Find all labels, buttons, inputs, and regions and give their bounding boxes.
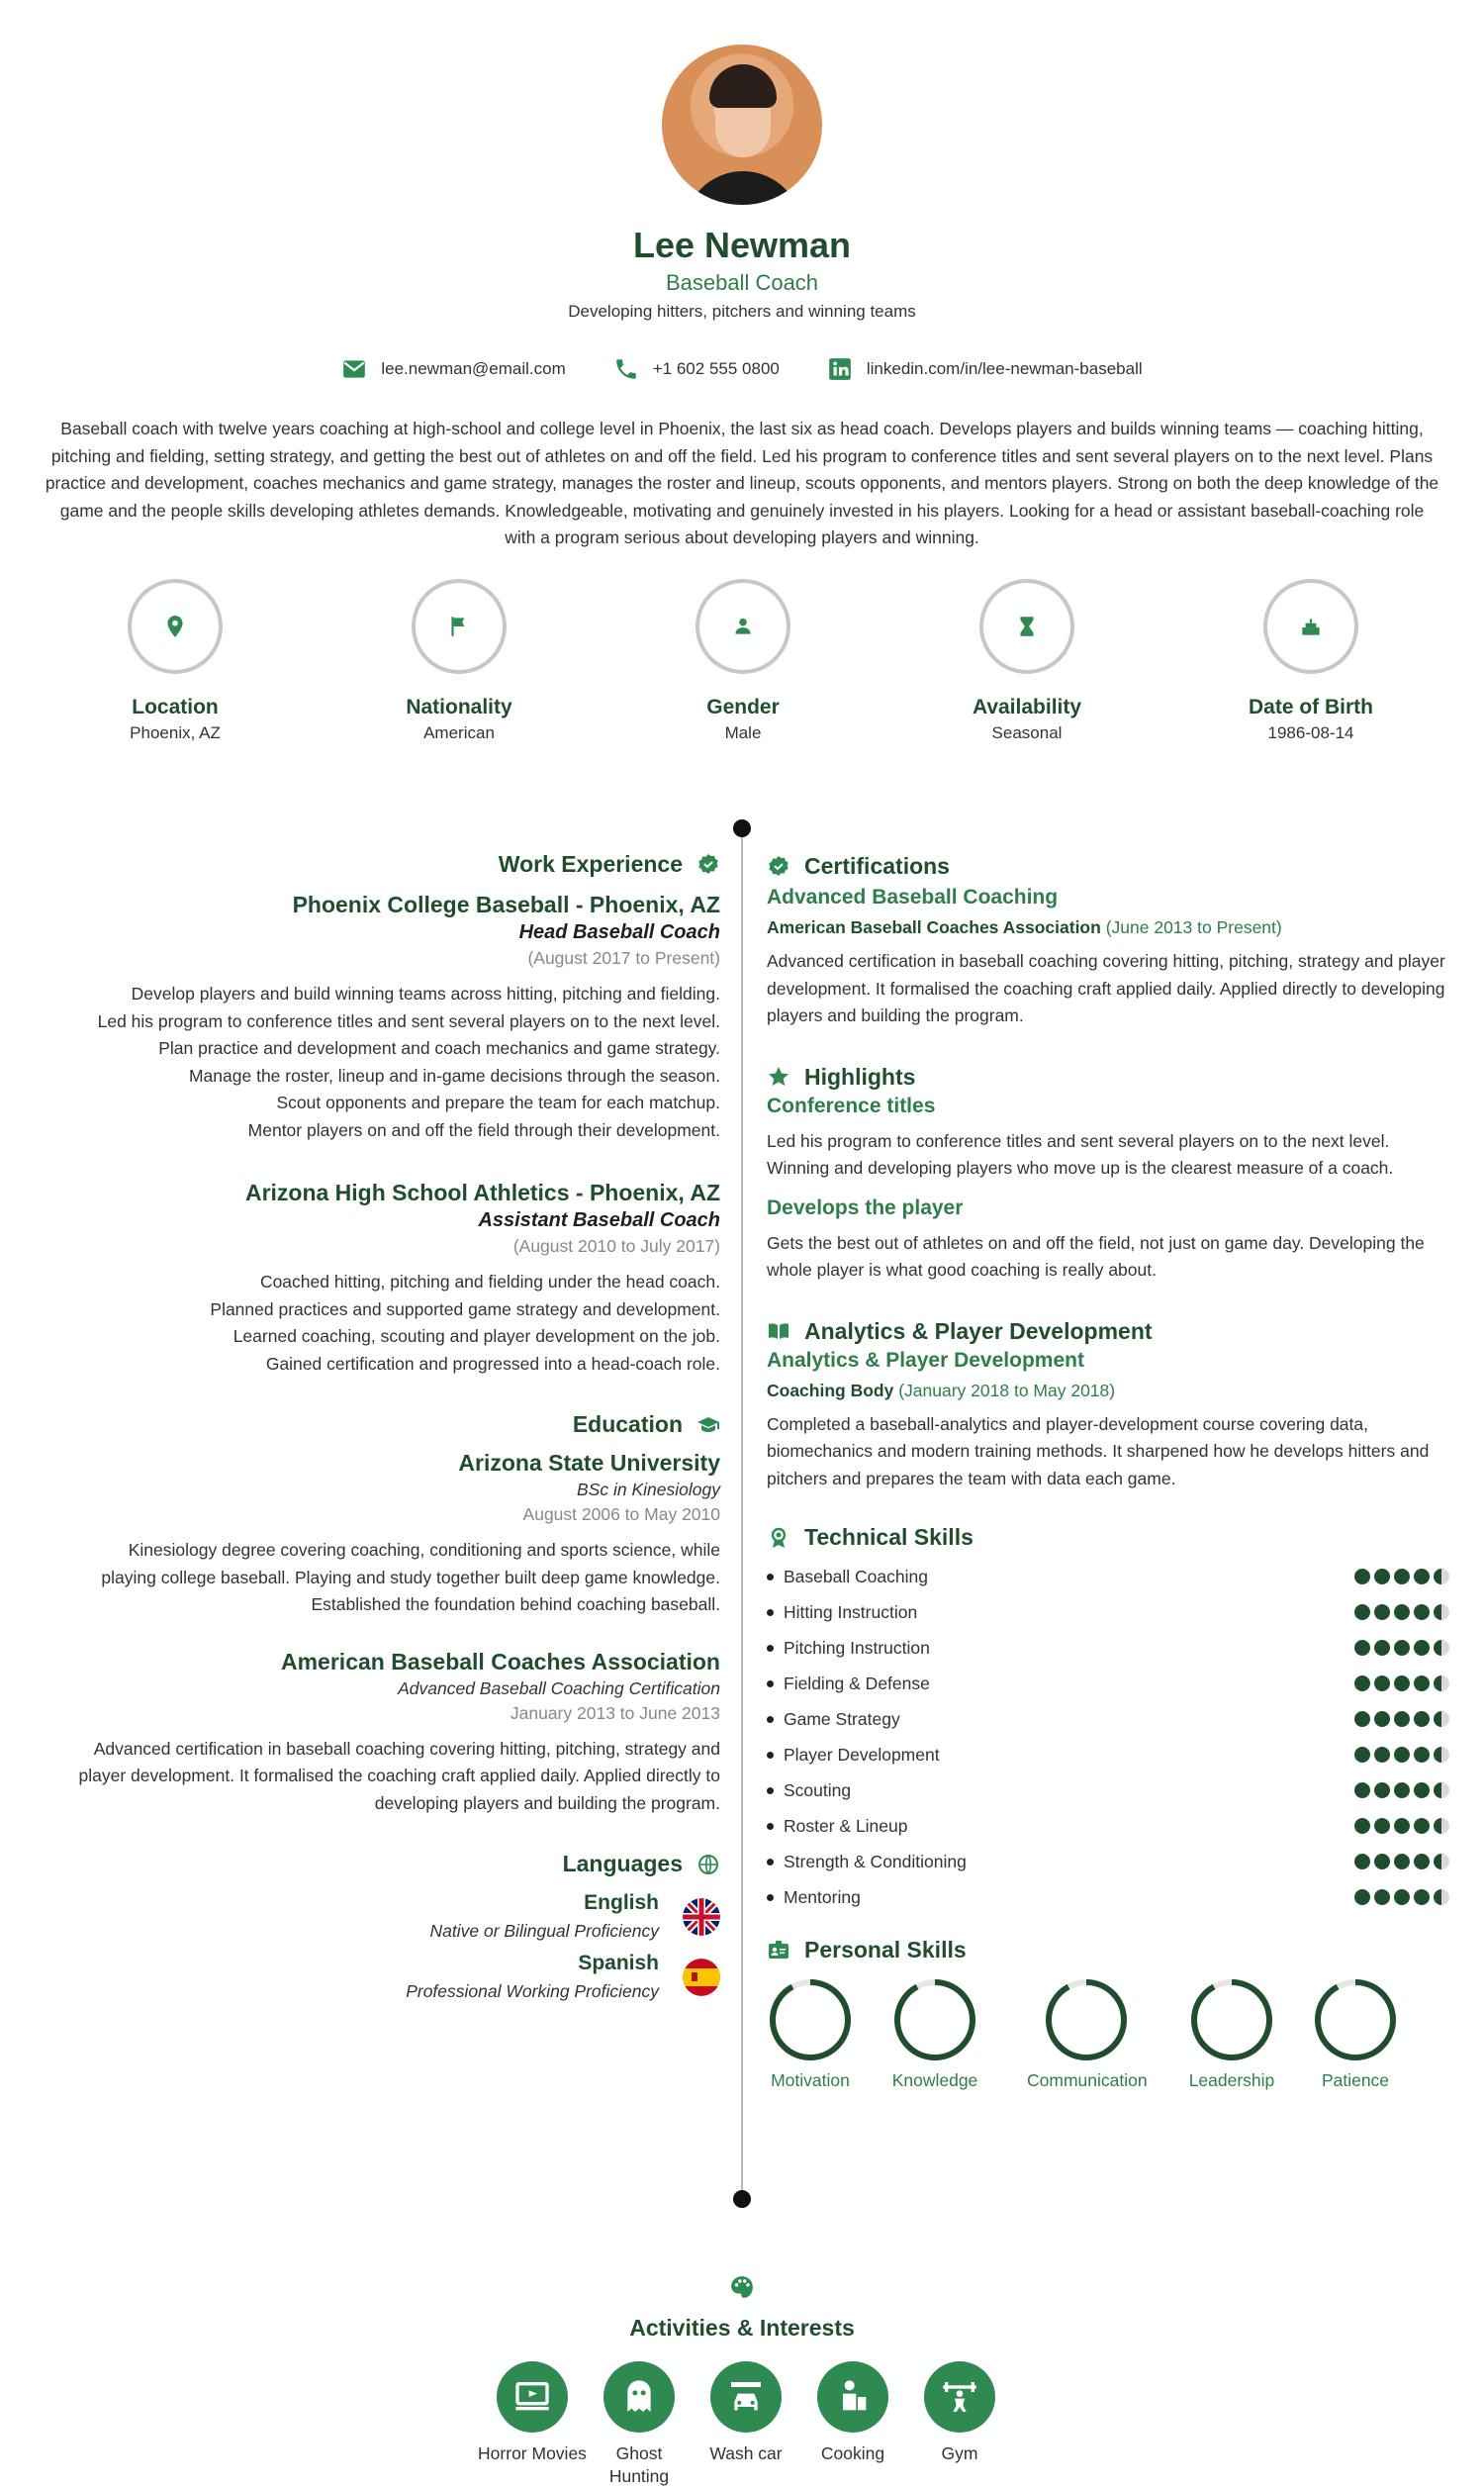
rating-dot: [1354, 1747, 1370, 1763]
duty-line: Led his program to conference titles and sent several players on to the next level.: [97, 1010, 720, 1031]
rating-dot: [1354, 1818, 1370, 1834]
ring-fill: [897, 1982, 973, 2057]
activity-label: Cooking: [820, 2443, 885, 2463]
info-value: 1986-08-14: [1267, 723, 1354, 742]
rating-dot: [1374, 1604, 1390, 1620]
duty-line: Manage the roster, lineup and in-game decisions through the season.: [188, 1065, 720, 1086]
personal-skill-item: [876, 1977, 994, 2091]
highlight-text: Gets the best out of athletes on and off the field, not just on game day. Developing the whole player is what good coaching is really about.: [767, 1232, 1425, 1280]
rating-dot: [1374, 1747, 1390, 1763]
skill-ring: [1313, 1977, 1398, 2062]
rating-dot: [1374, 1782, 1390, 1798]
analytics-name: Analytics & Player Development: [767, 1348, 1084, 1372]
skill-rating: [1354, 1782, 1449, 1798]
rating-dot: [1394, 1854, 1410, 1869]
star-icon: [767, 1065, 790, 1089]
duty-line: Scout opponents and prepare the team for each matchup.: [276, 1093, 720, 1112]
rating-dot: [1414, 1604, 1430, 1620]
edu-line: player development. It formalised the coaching craft applied daily. Applied directly to: [78, 1766, 720, 1785]
rating-dot: [1394, 1711, 1410, 1727]
analytics-dates: (January 2018 to May 2018): [898, 1380, 1116, 1400]
rating-dot: [1414, 1889, 1430, 1905]
rating-dot: [1354, 1569, 1370, 1584]
info-label: Availability: [972, 696, 1082, 718]
duty-line: Develop players and build winning teams across hitting, pitching and fielding.: [131, 984, 720, 1004]
highlight-text: Led his program to conference titles and sent several players on to the next level. Winning and developing players who move up is the clearest measure of a coach.: [767, 1130, 1394, 1178]
bullet-icon: [767, 1823, 774, 1830]
rating-dot: [1374, 1889, 1390, 1905]
skill-rating: [1354, 1604, 1449, 1620]
edu-org: American Baseball Coaches Association: [281, 1648, 720, 1675]
skill-rating: [1354, 1854, 1449, 1869]
uk-flag-icon: [683, 1898, 720, 1936]
info-value: Phoenix, AZ: [130, 723, 221, 742]
rating-dot: [1354, 1675, 1370, 1691]
info-value: Male: [724, 723, 762, 742]
duty-line: Learned coaching, scouting and player development on the job.: [232, 1326, 720, 1346]
technical-skill-item: [767, 1666, 1449, 1701]
personal-skill-item: [1027, 1977, 1146, 2091]
rating-dot: [1434, 1569, 1449, 1584]
rating-dot: [1374, 1569, 1390, 1584]
work-title: Work Experience: [498, 851, 683, 877]
bullet-icon: [767, 1894, 774, 1901]
location-pin-icon: [162, 614, 188, 639]
personal-skill-item: [1296, 1977, 1415, 2091]
highlights-title: [767, 1064, 1449, 1091]
candidate-tagline: Developing hitters, pitchers and winning teams: [568, 302, 916, 321]
job-role: Head Baseball Coach: [518, 921, 720, 943]
skill-rating: [1354, 1818, 1449, 1834]
personal-skills-section: [767, 1937, 1449, 2116]
rating-dot: [1394, 1569, 1410, 1584]
linkedin-icon: [827, 356, 853, 382]
right-column: [767, 853, 1449, 2116]
technical-skill-name: Baseball Coaching: [784, 1566, 928, 1586]
info-label: Gender: [706, 696, 780, 718]
technical-skill-name: Fielding & Defense: [784, 1673, 930, 1693]
timeline-dot-bottom: [733, 2190, 751, 2208]
section-title: [40, 851, 720, 878]
globe-icon: [696, 1853, 720, 1876]
activities-title: Activities & Interests: [629, 2315, 855, 2341]
contact-phone[interactable]: [613, 356, 780, 382]
rating-dot: [1434, 1711, 1449, 1727]
activity-label: Ghost Hunting: [608, 2443, 670, 2486]
rating-dot: [1414, 1818, 1430, 1834]
personal-skill-label: Leadership: [1188, 2070, 1275, 2090]
phone-icon: [613, 356, 639, 382]
activity-item: [798, 2361, 907, 2465]
ring-fill: [773, 1982, 848, 2057]
duty-line: Mentor players on and off the field through their development.: [247, 1119, 720, 1140]
edu-dates: August 2006 to May 2010: [522, 1504, 720, 1524]
email-text[interactable]: lee.newman@email.com: [381, 359, 566, 378]
info-label: Date of Birth: [1249, 696, 1373, 718]
edu-org: Arizona State University: [458, 1450, 720, 1476]
contact-email[interactable]: [341, 356, 565, 382]
activity-label: Horror Movies: [478, 2443, 587, 2463]
language-level: Native or Bilingual Proficiency: [429, 1921, 659, 1941]
rating-dot: [1414, 1747, 1430, 1763]
activity-item: [478, 2361, 587, 2465]
rating-dot: [1374, 1711, 1390, 1727]
personal-skills-rings: [767, 1977, 1449, 2116]
education-title-text: Education: [572, 1411, 683, 1437]
award-ribbon-icon: [767, 1526, 790, 1550]
highlights-section: [767, 1064, 1449, 1285]
analytics-title: [767, 1318, 1449, 1345]
graduation-cap-icon: [696, 1413, 720, 1437]
open-book-icon: [767, 1319, 790, 1343]
technical-skill-name: Player Development: [784, 1744, 940, 1765]
bullet-icon: [767, 1752, 774, 1759]
technical-skill-item: [767, 1559, 1449, 1594]
rating-dot: [1414, 1782, 1430, 1798]
technical-skill-name: Roster & Lineup: [784, 1815, 908, 1836]
technical-skill-name: Mentoring: [784, 1886, 861, 1907]
rating-dot: [1394, 1747, 1410, 1763]
skill-rating: [1354, 1640, 1449, 1656]
ghost-icon: [619, 2377, 659, 2417]
edu-description: [40, 1736, 720, 1818]
job-entry: [40, 892, 720, 1144]
rating-dot: [1354, 1782, 1370, 1798]
rating-dot: [1414, 1854, 1430, 1869]
rating-dot: [1414, 1640, 1430, 1656]
info-nationality: [350, 579, 568, 743]
edu-line: developing players and building the program.: [374, 1792, 720, 1813]
rating-dot: [1434, 1640, 1449, 1656]
person-icon: [730, 614, 756, 639]
technical-skills-list: [767, 1559, 1449, 1915]
verified-badge-icon: [696, 853, 720, 877]
rating-dot: [1434, 1782, 1449, 1798]
skill-rating: [1354, 1675, 1449, 1691]
ring-fill: [1318, 1982, 1393, 2057]
rating-dot: [1394, 1675, 1410, 1691]
job-org: Arizona High School Athletics - Phoenix, AZ: [244, 1180, 720, 1205]
ring-fill: [1049, 1982, 1124, 2057]
skill-rating: [1354, 1889, 1449, 1905]
flag-icon: [446, 614, 472, 639]
personal-skill-label: Knowledge: [891, 2070, 978, 2090]
technical-skills-title: [767, 1524, 1449, 1551]
car-wash-icon: [726, 2377, 766, 2417]
rating-dot: [1394, 1640, 1410, 1656]
education-entry: [40, 1649, 720, 1818]
personal-skill-label: Motivation: [771, 2070, 850, 2090]
movie-screen-icon: [512, 2377, 552, 2417]
job-org: Phoenix College Baseball - Phoenix, AZ: [292, 892, 720, 917]
info-label: Location: [132, 696, 219, 718]
technical-skill-name: Strength & Conditioning: [784, 1851, 967, 1871]
rating-dot: [1374, 1640, 1390, 1656]
id-card-icon: [767, 1939, 790, 1962]
education-entry: [40, 1450, 720, 1619]
edu-description: [40, 1537, 720, 1619]
cert-name: Advanced Baseball Coaching: [767, 886, 1059, 909]
rating-dot: [1434, 1854, 1449, 1869]
technical-skill-name: Pitching Instruction: [784, 1637, 930, 1658]
rating-dot: [1354, 1604, 1370, 1620]
rating-dot: [1414, 1711, 1430, 1727]
activity-label: Wash car: [709, 2443, 783, 2463]
edu-degree: BSc in Kinesiology: [577, 1480, 720, 1499]
personal-skills-title-text: Personal Skills: [804, 1937, 967, 1962]
rating-dot: [1414, 1569, 1430, 1584]
technical-skill-item: [767, 1772, 1449, 1808]
candidate-role: Baseball Coach: [665, 270, 819, 295]
personal-skill-item: [751, 1977, 870, 2091]
rating-dot: [1394, 1889, 1410, 1905]
technical-skills-section: [767, 1524, 1449, 1915]
email-icon: [341, 356, 367, 382]
technical-skill-item: [767, 1737, 1449, 1772]
language-name: Spanish: [578, 1952, 659, 1974]
highlight-title: Conference titles: [767, 1094, 936, 1117]
rating-dot: [1394, 1782, 1410, 1798]
info-availability: [918, 579, 1136, 743]
personal-skill-label: Communication: [1027, 2070, 1148, 2090]
certifications-section: [767, 853, 1449, 1030]
rating-dot: [1394, 1818, 1410, 1834]
personal-skill-label: Patience: [1321, 2070, 1390, 2090]
work-experience-section: [40, 851, 720, 2002]
job-dates: (August 2010 to July 2017): [512, 1236, 720, 1256]
edu-line: Kinesiology degree covering coaching, conditioning and sports science, while: [128, 1540, 720, 1560]
ring-fill: [1194, 1982, 1269, 2057]
technical-skill-item: [767, 1630, 1449, 1666]
skill-ring: [1044, 1977, 1129, 2062]
rating-dot: [1374, 1818, 1390, 1834]
skill-rating: [1354, 1569, 1449, 1584]
personal-skills-title: [767, 1937, 1449, 1963]
info-value: Seasonal: [991, 723, 1063, 742]
cert-org-line: [767, 917, 1449, 938]
technical-skill-item: [767, 1594, 1449, 1630]
technical-skill-item: [767, 1844, 1449, 1879]
rating-dot: [1434, 1889, 1449, 1905]
rating-dot: [1434, 1604, 1449, 1620]
duty-line: Gained certification and progressed into a head-coach role.: [265, 1353, 720, 1374]
edu-dates: January 2013 to June 2013: [510, 1702, 720, 1723]
analytics-section: [767, 1318, 1449, 1493]
languages-title: [40, 1851, 720, 1877]
activity-item: [585, 2361, 694, 2488]
rating-dot: [1434, 1818, 1449, 1834]
rating-dot: [1434, 1747, 1449, 1763]
timeline-dot-top: [733, 819, 751, 837]
languages-title-text: Languages: [562, 1851, 683, 1876]
activity-item: [905, 2361, 1014, 2465]
bullet-icon: [767, 1609, 774, 1616]
job-dates: (August 2017 to Present): [527, 948, 720, 968]
palette-icon: [729, 2274, 755, 2300]
job-entry: [40, 1180, 720, 1378]
bullet-icon: [767, 1716, 774, 1723]
verified-badge-icon: [767, 855, 790, 879]
language-level: Professional Working Proficiency: [406, 1981, 659, 2001]
linkedin-text[interactable]: linkedin.com/in/lee-newman-baseball: [866, 359, 1143, 378]
activity-item: [692, 2361, 800, 2465]
duty-line: Planned practices and supported game strategy and development.: [210, 1298, 720, 1319]
edu-degree: Advanced Baseball Coaching Certification: [398, 1677, 720, 1698]
rating-dot: [1354, 1711, 1370, 1727]
analytics-org-line: [767, 1381, 1449, 1401]
edu-line: Advanced certification in baseball coaching covering hitting, pitching, strategy and: [93, 1738, 720, 1759]
analytics-title-text: Analytics & Player Development: [804, 1317, 1153, 1344]
candidate-name: Lee Newman: [632, 225, 852, 265]
bullet-icon: [767, 1645, 774, 1652]
skill-rating: [1354, 1711, 1449, 1727]
contact-linkedin[interactable]: [827, 356, 1143, 382]
phone-text[interactable]: +1 602 555 0800: [652, 359, 780, 378]
info-gender: [634, 579, 852, 743]
cert-org: American Baseball Coaches Association: [767, 917, 1101, 937]
technical-skill-item: [767, 1701, 1449, 1737]
rating-dot: [1414, 1675, 1430, 1691]
timeline-line: [741, 827, 743, 2203]
bullet-icon: [767, 1680, 774, 1687]
profile-summary: Baseball coach with twelve years coaching at high-school and college level in Phoenix, the last six as head coach. Develops players and builds winning teams — coaching hitting, pitching and fielding, setting strategy, and getting the best out of athletes on and off the field. Led his program to conference titles and sent several players on to the next level. Plans practice and development, coaches mechanics and game strategy, manages the roster and lineup, scouts opponents, and mentors players. Strong on both the deep knowledge of the game and the people skills developing athletes demands. Knowledgeable, motivating and genuinely invested in his players. Looking for a head or assistant baseball-coaching role with a program serious about developing players and winning.: [45, 419, 1439, 547]
technical-skill-item: [767, 1879, 1449, 1915]
spain-flag-icon: [683, 1959, 720, 1996]
activity-label: Gym: [941, 2443, 978, 2463]
personal-skill-item: [1172, 1977, 1291, 2091]
bullet-icon: [767, 1787, 774, 1794]
duty-line: Plan practice and development and coach mechanics and game strategy.: [158, 1038, 720, 1058]
rating-dot: [1354, 1889, 1370, 1905]
technical-skill-name: Game Strategy: [784, 1708, 900, 1729]
cake-icon: [1298, 614, 1324, 639]
language-item: [40, 1952, 720, 2002]
analytics-description: Completed a baseball-analytics and player-development course covering data, biomechanics and modern training methods. It sharpened how he develops hitters and pitchers and prepares the team with data each game.: [767, 1413, 1430, 1488]
cert-description: Advanced certification in baseball coaching covering hitting, pitching, strategy and player development. It formalised the coaching craft applied daily. Applied directly to developing players and building the program.: [767, 951, 1445, 1025]
contact-bar: [0, 356, 1484, 382]
job-duties: [40, 1269, 720, 1378]
rating-dot: [1434, 1675, 1449, 1691]
profile-photo: [662, 45, 822, 205]
technical-skill-name: Hitting Instruction: [784, 1601, 918, 1622]
skill-ring: [768, 1977, 853, 2062]
activities-header: [0, 2274, 1484, 2342]
duty-line: Coached hitting, pitching and fielding under the head coach.: [259, 1272, 720, 1292]
info-birthdate: [1202, 579, 1420, 743]
job-role: Assistant Baseball Coach: [478, 1209, 720, 1231]
language-name: English: [584, 1891, 659, 1914]
language-item: [40, 1891, 720, 1942]
info-label: Nationality: [406, 696, 512, 718]
analytics-org: Coaching Body: [767, 1380, 894, 1400]
skill-rating: [1354, 1747, 1449, 1763]
edu-line: Established the foundation behind coaching baseball.: [311, 1594, 720, 1614]
rating-dot: [1374, 1854, 1390, 1869]
education-title: [40, 1411, 720, 1438]
technical-skills-title-text: Technical Skills: [804, 1524, 974, 1550]
skill-ring: [1189, 1977, 1274, 2062]
rating-dot: [1394, 1604, 1410, 1620]
cert-dates: (June 2013 to Present): [1105, 917, 1282, 937]
highlights-title-text: Highlights: [804, 1063, 916, 1090]
info-value: American: [423, 723, 495, 742]
info-location: [66, 579, 284, 743]
technical-skill-item: [767, 1808, 1449, 1844]
edu-line: playing college baseball. Playing and study together built deep game knowledge.: [101, 1567, 720, 1587]
job-duties: [40, 981, 720, 1144]
highlight-title: Develops the player: [767, 1196, 964, 1219]
hourglass-icon: [1014, 614, 1040, 639]
skill-ring: [892, 1977, 977, 2062]
rating-dot: [1354, 1854, 1370, 1869]
rating-dot: [1374, 1675, 1390, 1691]
weightlifting-icon: [940, 2377, 979, 2417]
certifications-title: [767, 853, 1449, 880]
chef-icon: [833, 2377, 873, 2417]
rating-dot: [1354, 1640, 1370, 1656]
technical-skill-name: Scouting: [784, 1779, 852, 1800]
bullet-icon: [767, 1859, 774, 1866]
bullet-icon: [767, 1574, 774, 1580]
certifications-title-text: Certifications: [804, 853, 950, 879]
